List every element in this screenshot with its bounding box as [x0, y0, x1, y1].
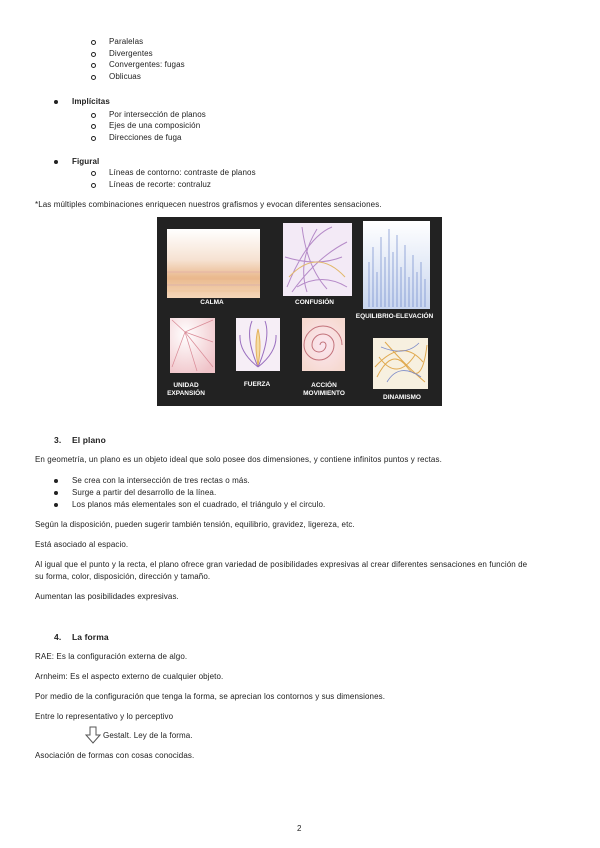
section-number: 3. [54, 435, 62, 445]
paragraph: Está asociado al espacio. [35, 540, 129, 549]
bullet-icon [54, 503, 58, 507]
paragraph: RAE: Es la configuración externa de algo. [35, 652, 188, 661]
list-item: Ejes de una composición [109, 121, 201, 130]
caption-dinamismo: DINAMISMO [383, 394, 421, 401]
calma-tile [167, 229, 260, 298]
sub-bullet-icon [91, 171, 96, 176]
paragraph: Aumentan las posibilidades expresivas. [35, 592, 179, 601]
bullet-icon [54, 160, 58, 164]
paragraph: Según la disposición, pueden sugerir también tensión, equilibrio, gravidez, ligereza, etc. [35, 520, 355, 529]
sub-bullet-icon [91, 113, 96, 118]
paragraph: Por medio de la configuración que tenga la forma, se aprecian los contornos y sus dimensiones. [35, 692, 386, 701]
note-text: *Las múltiples combinaciones enriquecen nuestros grafismos y evocan diferentes sensaciones. [35, 200, 382, 209]
list-item: Oblicuas [109, 72, 141, 81]
list-item: Paralelas [109, 37, 144, 46]
bullet-icon [54, 491, 58, 495]
section-number: 4. [54, 632, 62, 642]
sub-bullet-icon [91, 40, 96, 45]
list-item: Por intersección de planos [109, 110, 206, 119]
bullet-icon [54, 100, 58, 104]
dinamismo-tile [373, 338, 428, 389]
sub-bullet-icon [91, 52, 96, 57]
paragraph: Entre lo representativo y lo perceptivo [35, 712, 174, 721]
caption-accion: ACCIÓN MOVIMIENTO [303, 382, 345, 397]
list-item: Convergentes: fugas [109, 60, 185, 69]
page-number: 2 [297, 824, 302, 833]
figure-artwork [157, 217, 442, 406]
caption-confusion: CONFUSIÓN [295, 299, 334, 306]
down-arrow-icon [85, 726, 101, 744]
sub-bullet-icon [91, 75, 96, 80]
paragraph: Arnheim: Es el aspecto externo de cualquier objeto. [35, 672, 224, 681]
sub-bullet-icon [91, 63, 96, 68]
sub-bullet-icon [91, 136, 96, 141]
sub-bullet-icon [91, 124, 96, 129]
sensations-figure [157, 217, 442, 406]
paragraph: En geometría, un plano es un objeto ideal que solo posee dos dimensiones, y contiene infinitos puntos y rectas. [35, 455, 442, 464]
list-item: Surge a partir del desarrollo de la línea. [72, 488, 217, 497]
gestalt-text: Gestalt. Ley de la forma. [103, 731, 193, 740]
list-item: Líneas de contorno: contraste de planos [109, 168, 256, 177]
list-item: Los planos más elementales son el cuadrado, el triángulo y el circulo. [72, 500, 326, 509]
paragraph: Al igual que el punto y la recta, el plano ofrece gran variedad de posibilidades expresivas al crear diferentes sensaciones en función de [35, 560, 528, 569]
caption-unidad: UNIDAD EXPANSIÓN [167, 382, 205, 397]
list-heading-figural: Figural [72, 157, 100, 166]
list-item: Divergentes [109, 49, 153, 58]
paragraph: su forma, color, disposición, dirección y tamaño. [35, 572, 211, 581]
list-item: Se crea con la intersección de tres rectas o más. [72, 476, 250, 485]
caption-equilibrio: EQUILIBRIO-ELEVACIÓN [355, 313, 434, 320]
list-heading-implicitas: Implícitas [72, 97, 110, 106]
caption-fuerza: FUERZA [243, 381, 271, 388]
sub-bullet-icon [91, 183, 96, 188]
bullet-icon [54, 479, 58, 483]
paragraph: Asociación de formas con cosas conocidas. [35, 751, 195, 760]
section-heading-plano: El plano [72, 435, 106, 445]
list-item: Líneas de recorte: contraluz [109, 180, 211, 189]
section-heading-forma: La forma [72, 632, 109, 642]
caption-calma: CALMA [200, 299, 224, 306]
unidad-tile [170, 318, 215, 373]
list-item: Direcciones de fuga [109, 133, 182, 142]
